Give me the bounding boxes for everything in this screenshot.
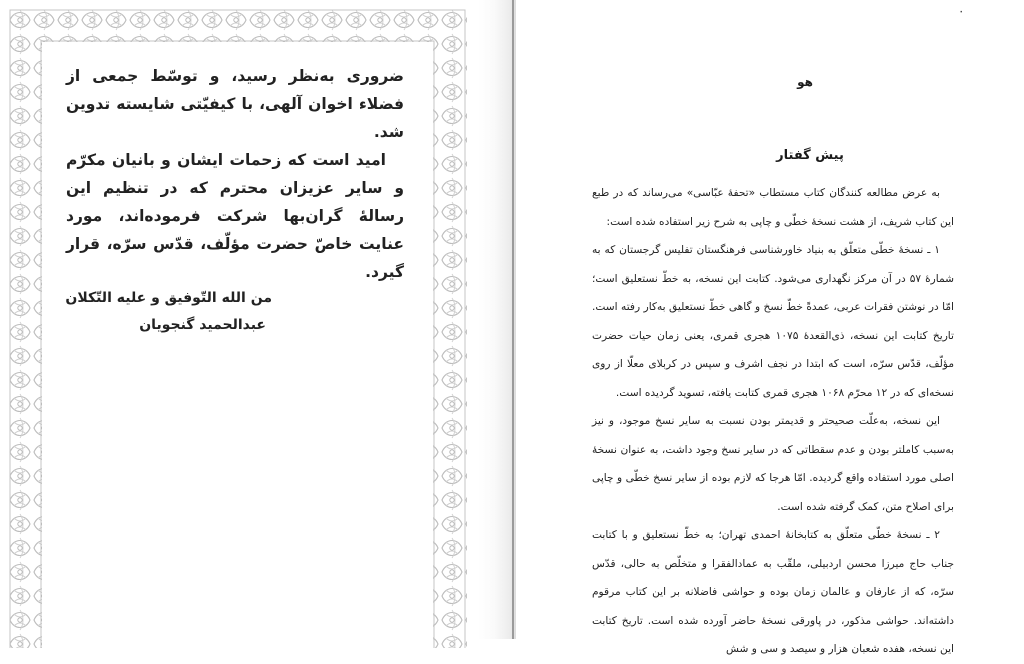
left-page-body bbox=[66, 62, 404, 286]
right-paragraph-3: این نسخه، به‌علّت صحیحتر و قدیمتر بودن نسبت به سایر نسخ موجود، و نیز به‌سبب کاملتر بودن و عدم سقطاتی که در سایر نسخ وجود داشت، به عنوان نسخهٔ اصلی مورد استفاده واقع گردیده. امّا هرجا که لازم بوده از سایر نسخ خطّی و چاپی برای اصلاح متن، کمک گرفته شده است. bbox=[592, 415, 954, 513]
left-paragraph-1: ضروری به‌نظر رسید، و توسّط جمعی از فضلاء اخوان آلهی، با کیفیّتی شایسته تدوین شد. bbox=[66, 67, 404, 141]
right-paragraph-1: به عرض مطالعه کنندگان کتاب مستطاب «تحفهٔ عبّاسی» می‌رساند که در طبع این کتاب شریف، از هشت نسخهٔ خطّی و چاپی به شرح زیر استفاده شده است: bbox=[592, 187, 954, 228]
invocation: هو bbox=[797, 75, 813, 89]
section-heading: پیش گفتار bbox=[776, 148, 844, 163]
right-paragraph-2: ۱ ـ نسخهٔ خطّی متعلّق به بنیاد خاورشناسی فرهنگستان تفلیس گرجستان که به شمارهٔ ۵۷ در آن مرکز نگهداری می‌شود. کتابت این نسخه، به خطّ نستعلیق است؛ امّا در نوشتن فقرات عربی، عمدةً خطّ نسخ و گاهی خطّ نستعلیق به‌کار رفته است. تاریخ کتابت این نسخه، ذی‌القعدهٔ ۱۰۷۵ هجری قمری، یعنی زمان حیات حضرت مؤلّف، قدّس سرّه، است که ابتدا در نجف اشرف و سپس در کربلای معلّا از روی نسخه‌ای که در ۱۲ محرّم ۱۰۶۸ هجری قمری کتابت یافته، تسوید گردیده است. bbox=[592, 244, 954, 399]
author-signature: عبدالحمید گنجویان bbox=[139, 317, 266, 333]
page-divider bbox=[512, 0, 514, 639]
right-paragraph-4: ۲ ـ نسخهٔ خطّی متعلّق به کتابخانهٔ احمدی تهران؛ به خطّ نستعلیق و با کتابت جناب حاج میرزا محسن اردبیلی، ملقّب به عمادالفقرا و متخلّص به حالی، قدّس سرّه، که از عارفان و عالمان زمان بوده و حواشی فاضلانه بر این کتاب مرقوم داشته‌اند. حواشی مذکور، در پاورقی نسخهٔ حاضر آورده شده است. تاریخ کتابت این نسخه، هفده شعبان هزار و سیصد و سی و شش bbox=[592, 529, 954, 655]
right-page-body bbox=[592, 179, 954, 664]
left-paragraph-2: امید است که زحمات ایشان و بانیان مکرّم و سایر عزیزان محترم که در تنظیم این رسالهٔ گران‌بها شرکت فرموده‌اند، مورد عنایت خاصّ حضرت مؤلّف، قدّس سرّه، قرار گیرد. bbox=[66, 151, 404, 281]
page-number: ۰ bbox=[958, 4, 965, 18]
closing-line: من الله التّوفیق و علیه التّکلان bbox=[65, 290, 272, 306]
left-page bbox=[0, 0, 478, 639]
